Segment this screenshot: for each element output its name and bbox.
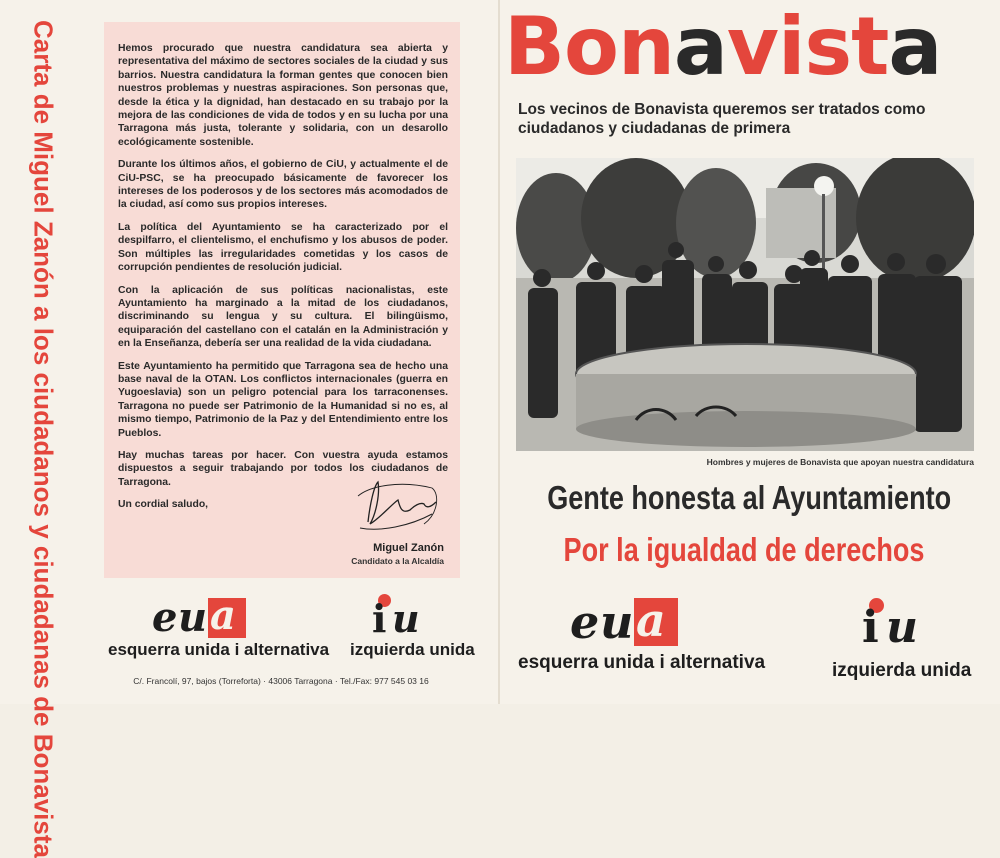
eua-logo-text: esquerra unida i alternativa: [518, 652, 766, 673]
eua-mark-a: a: [210, 592, 236, 639]
iu-logo-right: [832, 598, 982, 682]
letter-paragraph: Hay muchas tareas por hacer. Con vuestra ayuda estamos dispuestos a seguir trabajando por todos los ciudadanos de Tarragona.: [118, 449, 448, 488]
brand-part: a: [888, 0, 942, 93]
address-line: C/. Francolí, 97, bajos (Torreforta) · 43006 Tarragona · Tel./Fax: 977 545 03 16: [133, 676, 429, 686]
eua-mark-u: u: [178, 594, 208, 641]
brand-part: vist: [726, 0, 889, 93]
brand-part: Bon: [504, 0, 674, 93]
letter-box: [104, 22, 460, 578]
eua-mark-e: e: [570, 595, 600, 649]
eua-logo-text: esquerra unida i alternativa: [108, 640, 330, 659]
iu-mark-i: i: [372, 596, 387, 641]
signer-name: Miguel Zanón: [373, 542, 444, 554]
iu-mark: [862, 598, 952, 654]
iu-mark-u: u: [886, 602, 918, 653]
letter-paragraph: Con la aplicación de sus políticas nacionalistas, este Ayuntamiento ha marginado a la mitad de los ciudadanos, discriminando su lengua y su cultura. El bilingüismo, equiparación del castellano con el catalán en la Administración y en la Enseñanza, debería ser una realidad de la vida ciudadana.: [118, 284, 448, 350]
fold-line: [498, 0, 500, 704]
slogan-line-1: Gente honesta al Ayuntamiento: [547, 479, 952, 516]
eua-mark-u: u: [600, 595, 634, 649]
letter-body: [118, 42, 448, 521]
eua-red-box: [634, 593, 678, 647]
letter-paragraph: Este Ayuntamiento ha permitido que Tarragona sea de hecho una base naval de la OTAN. Los conflictos internacionales (guerra en Yugoeslavia) son un peligro potencial para los tarraconenses. Tarragona no puede ser Patrimonio de la Humanidad si no es, al mismo tiempo, Patrimonio de la Paz y del Entendimiento entre los Pueblos.: [118, 360, 448, 439]
headline-line: ciudadanos y ciudadanas de primera: [518, 120, 791, 137]
iu-logo-text: izquierda unida: [832, 660, 972, 681]
letter-paragraph: Durante los últimos años, el gobierno de CiU, y actualmente el de CiU-PSC, se ha preocupado básicamente de favorecer los intereses de los poderosos y de los sectores más acomodados de la ciudad, así como sus propios intereses.: [118, 159, 448, 211]
vertical-title-area: [12, 20, 74, 858]
brand-title: [504, 2, 994, 92]
iu-logo-left: [350, 594, 475, 660]
signer-role: Candidato a la Alcaldía: [351, 556, 444, 566]
letter-paragraph: Hemos procurado que nuestra candidatura sea abierta y representativa del máximo de sectores sociales de la ciudad y sus barrios. Nuestra candidatura la forman gentes que conocen bien nuestros problemas y nuestras aspiraciones. Son personas que, desde la ética y la dignidad, han destacado en su trabajo por la mejora de las condiciones de vida de todos y en su lucha por una Tarragona más justa, tolerante y solidaria, con un desarollo ecológicamente sostenible.: [118, 43, 448, 148]
letter-paragraph: La política del Ayuntamiento se ha caracterizado por el despilfarro, el clientelismo, el enchufismo y los abusos de poder. Son múltiples las irregularidades cometidas y los casos de corrupción pendientes de resolución judicial.: [118, 221, 448, 274]
eua-logo-left: [108, 592, 330, 660]
eua-mark: [570, 593, 720, 649]
eua-red-box: [208, 592, 246, 639]
iu-logo-text: izquierda unida: [350, 640, 475, 659]
headline: [518, 100, 958, 138]
signature-image: [340, 474, 450, 534]
iu-mark-i: i: [862, 602, 879, 653]
group-photo: [516, 158, 974, 451]
brand-part: a: [673, 0, 727, 93]
eua-mark-e: e: [152, 594, 178, 641]
headline-line: Los vecinos de Bonavista queremos ser tratados como: [518, 101, 926, 118]
signer-block: [351, 542, 444, 566]
eua-logo-right: [518, 593, 766, 674]
eua-mark: [152, 592, 292, 641]
vertical-title: Carta de Miguel Zanón a los ciudadanos y ciudadanas de Bonavista: [28, 20, 59, 858]
eua-mark-a: a: [636, 593, 666, 647]
iu-mark-u: u: [392, 596, 420, 641]
iu-mark: [372, 594, 452, 640]
photo-caption: Hombres y mujeres de Bonavista que apoyan nuestra candidatura: [706, 457, 974, 467]
letter-closing: Un cordial saludo,: [118, 499, 209, 511]
slogan-line-2: Por la igualdad de derechos: [563, 531, 925, 568]
